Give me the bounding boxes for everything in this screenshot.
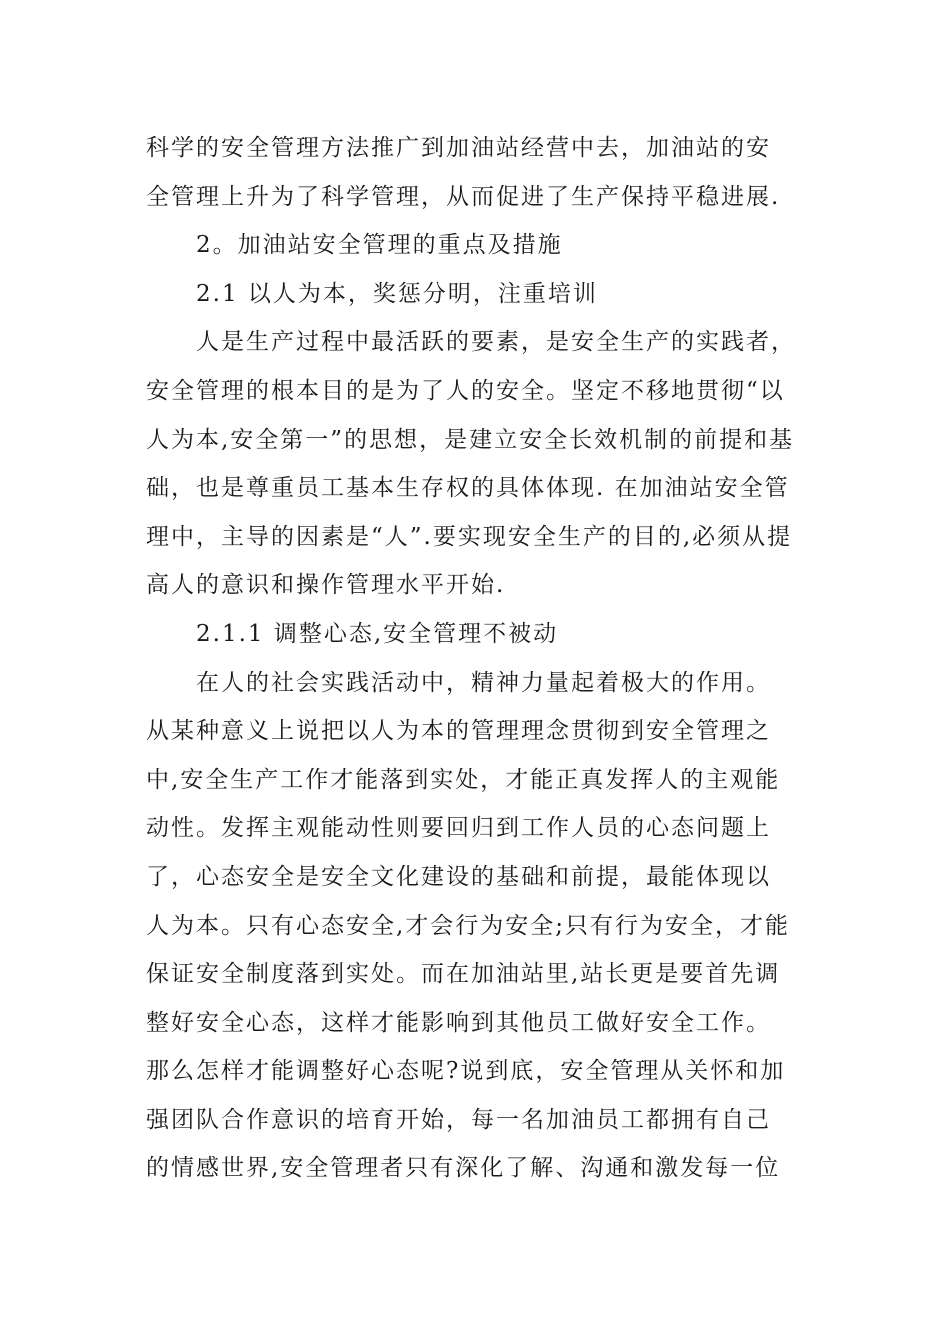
body-text-line: 那么怎样才能调整好心态呢?说到底，安全管理从关怀和加: [146, 1058, 786, 1085]
paragraph-first-line: 在人的社会实践活动中，精神力量起着极大的作用。: [196, 669, 771, 696]
body-text-line: 础，也是尊重员工基本生存权的具体体现. 在加油站安全管: [146, 475, 790, 502]
body-text-line: 的情感世界,安全管理者只有深化了解、沟通和激发每一位: [146, 1155, 781, 1182]
body-text-line: 人为本,安全第一”的思想，是建立安全长效机制的前提和基: [146, 426, 795, 453]
document-body: [146, 124, 818, 1193]
paragraph-first-line: 人是生产过程中最活跃的要素，是安全生产的实践者，: [196, 329, 796, 356]
body-text-line: 强团队合作意识的培育开始，每一名加油员工都拥有自己: [146, 1106, 771, 1133]
body-text-line: 高人的意识和操作管理水平开始.: [146, 572, 506, 599]
body-text-line: 了，心态安全是安全文化建设的基础和前提，最能体现以: [146, 863, 771, 890]
body-text-line: 安全管理的根本目的是为了人的安全。坚定不移地贯彻“以: [146, 377, 785, 404]
body-text-line: 保证安全制度落到实处。而在加油站里,站长更是要首先调: [146, 961, 781, 988]
subsubsection-heading: 2.1.1 调整心态,安全管理不被动: [196, 620, 559, 647]
body-text-line: 科学的安全管理方法推广到加油站经营中去，加油站的安: [146, 135, 771, 161]
body-text-line: 动性。发挥主观能动性则要回归到工作人员的心态问题上: [146, 815, 771, 842]
body-text-line: 中,安全生产工作才能落到实处，才能正真发挥人的主观能: [146, 766, 781, 793]
body-text-line: 全管理上升为了科学管理，从而促进了生产保持平稳进展.: [146, 183, 781, 210]
body-text-line: 人为本。只有心态安全,才会行为安全;只有行为安全，才能: [146, 912, 791, 939]
body-text-line: 整好安全心态，这样才能影响到其他员工做好安全工作。: [146, 1009, 771, 1036]
body-text-line: 从某种意义上说把以人为本的管理理念贯彻到安全管理之: [146, 718, 771, 745]
subsection-heading: 2.1 以人为本，奖惩分明，注重培训: [196, 280, 598, 307]
body-text-line: 理中，主导的因素是“人”.要实现安全生产的目的,必须从提: [146, 523, 793, 550]
section-heading: 2。加油站安全管理的重点及措施: [196, 232, 563, 259]
